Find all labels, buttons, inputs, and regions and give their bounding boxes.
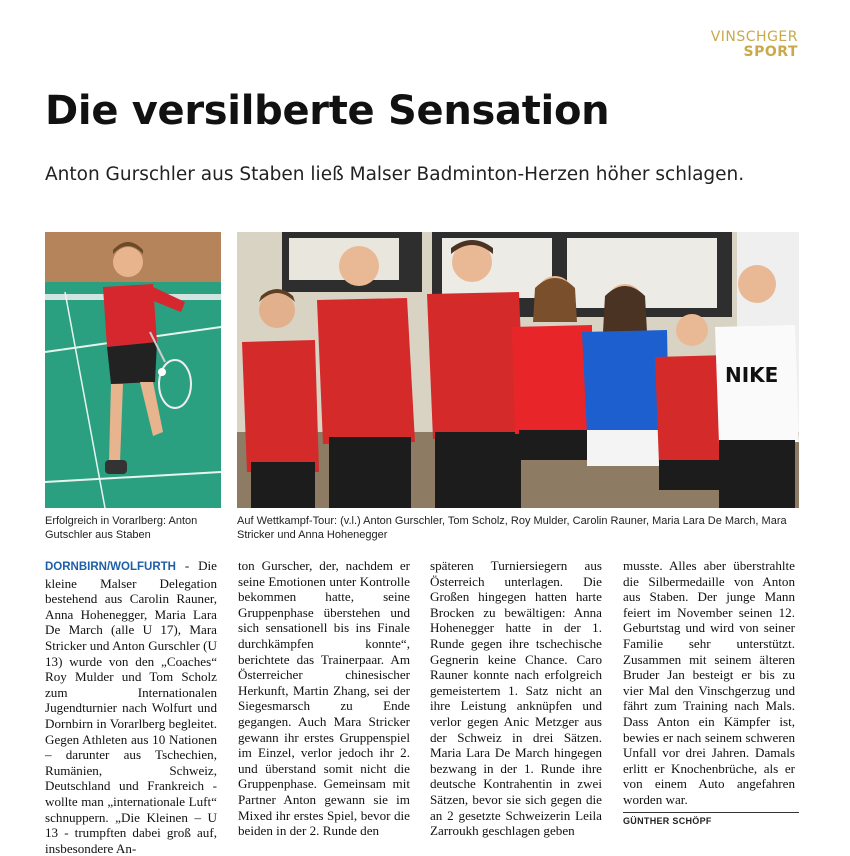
brand-line-2: SPORT <box>743 44 798 60</box>
photo-team-caption: Auf Wettkampf-Tour: (v.l.) Anton Gurschler, Tom Scholz, Roy Mulder, Carolin Rauner, Maria Lara De March, Mara Stricker und Anna Hohenegger <box>237 515 787 541</box>
shirt-logo-text: NIKE <box>725 363 779 387</box>
subheadline: Anton Gurschler aus Staben ließ Malser Badminton-Herzen höher schlagen. <box>45 164 745 185</box>
author-byline: GÜNTHER SCHÖPF <box>623 816 712 826</box>
photo-team <box>237 232 799 508</box>
article-column-3: späteren Turniersiegern aus Österreich unterlagen. Die Großen hingegen hatten harte Brocken zu bewältigen: Anna Hohenegger hatte in der 1. Runde gegen ihre tschechische Gegnerin keine Chance. Caro Rauner konnte nach erfolgreich gemeistertem 1. Satz nicht an ihre Leistung anknüpfen und verlor gegen Anic Metzger aus der Schweiz in drei Sätzen. Maria Lara De March hingegen bezwang in der 1. Runde ihre deutsche Kontrahentin in zwei Sätzen, bevor sie sich gegen die an 2 gesetzte Schweizerin Leila Zarroukh geschlagen geben <box>430 558 602 839</box>
article-column-4: musste. Alles aber überstrahlte die Silbermedaille von Anton aus Staben. Der junge Mann feiert im November seinen 12. Geburtstag und wird von seiner Familie sehr unterstützt. Zusammen mit seinem älteren Bruder Jan besteigt er bis zu vier Mal den Vinschgerzug und fährt zum Training nach Mals. Dass Anton ein Kämpfer ist, bewies er nach seinem schweren Unfall vor drei Jahren. Damals erlitt er Knochenbrüche, als er von einem Auto angefahren worden war. <box>623 558 795 807</box>
photo-player-illustration <box>45 232 221 508</box>
brand-logo <box>711 30 798 60</box>
article-location: DORNBIRN/WOLFURTH <box>45 561 176 573</box>
photo-player <box>45 232 221 508</box>
headline: Die versilberte Sensation <box>45 88 610 134</box>
brand-line-1: VINSCHGER <box>710 29 798 45</box>
article-column-1 <box>45 558 217 856</box>
author-divider <box>623 812 799 813</box>
photo-team-illustration <box>237 232 799 508</box>
photo-player-caption: Erfolgreich in Vorarlberg: Anton Gutschler aus Staben <box>45 515 198 541</box>
article-col1-text: - Die kleine Malser Delegation bestehend aus Carolin Rauner, Anna Hohenegger, Maria Lara De March (alle U 17), Mara Stricker und Anton Gurschler (U 13) wurde von den „Coaches“ Roy Mulder und Tom Scholz zum Internationalen Jugendturnier nach Wolfurt und Dornbirn in Vorarlberg begleitet. Gegen Athleten aus 10 Nationen – darunter aus Tschechien, Rumänien, Schweiz, Deutschland und Frankreich - wollte man „internationale Luft“ schnuppern. „Die Kleinen – U 13 - trumpften dabei groß auf, insbesondere An- <box>45 558 217 856</box>
article-column-2: ton Gurscher, der, nachdem er seine Emotionen unter Kontrolle bekommen hatte, seine Gruppenphase überstehen und sich sensationell bis ins Finale durchkämpfen konnte“, berichtete das Trainerpaar. Am Österreicher chinesischer Herkunft, Martin Zhang, sei der Siegesmarsch zu Ende gegangen. Auch Mara Stricker gewann ihr erstes Gruppenspiel im Einzel, verlor jedoch ihr 2. und überstand somit nicht die Gruppenphase. Gemeinsam mit Partner Anton gewann sie im Mixed ihr erstes Spiel, bevor die beiden in der 2. Runde den <box>238 558 410 839</box>
